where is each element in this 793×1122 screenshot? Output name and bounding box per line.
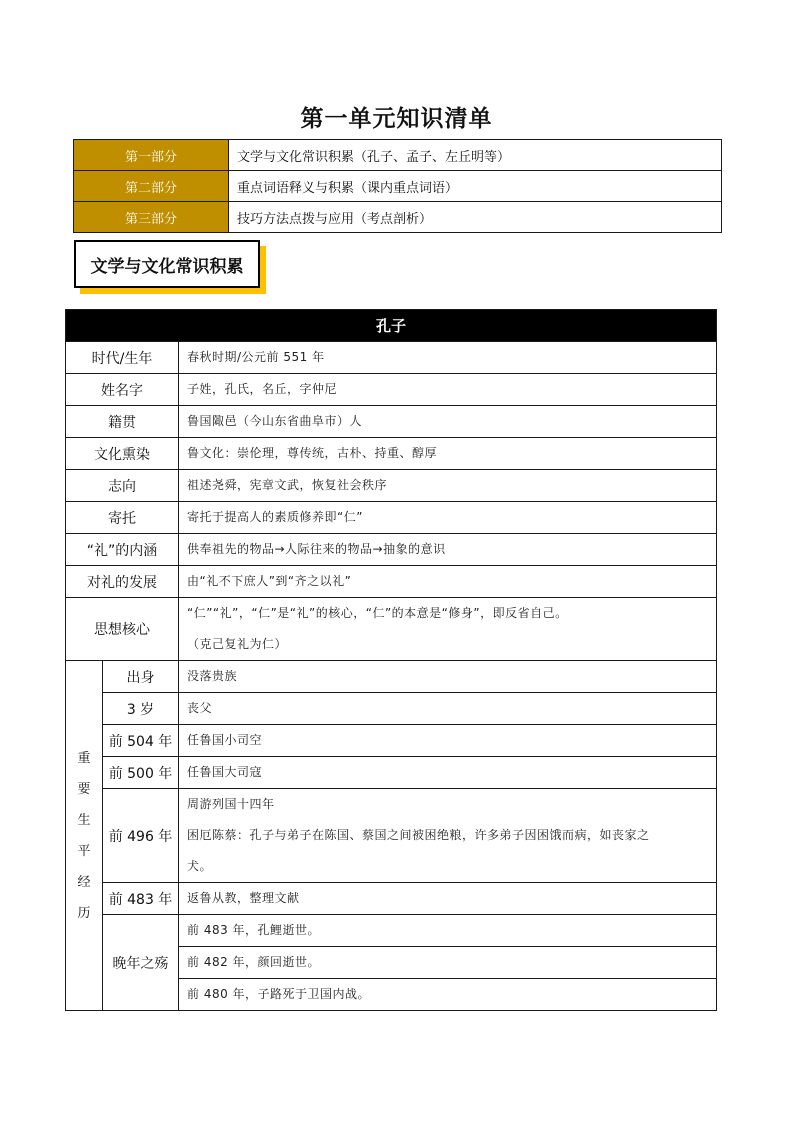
y496-line-2: 困厄陈蔡：孔子与弟子在陈国、蔡国之间被困绝粮，许多弟子因困饿而病，如丧家之: [187, 828, 650, 842]
row-value: 祖述尧舜，宪章文武，恢复社会秩序: [179, 470, 717, 502]
life-value: 任鲁国大司寇: [179, 757, 717, 789]
page-title: 第一单元知识清单: [300, 105, 493, 132]
late-item: 前 482 年，颜回逝世。: [179, 947, 717, 979]
toc-row: [74, 202, 722, 233]
toc-part: 第二部分: [74, 171, 229, 202]
table-header-row: [66, 310, 717, 342]
toc-desc: 技巧方法点拨与应用（考点剖析）: [229, 202, 722, 233]
table-row: [66, 757, 717, 789]
life-label-char: 要: [77, 781, 91, 797]
row-label: 姓名字: [66, 374, 179, 406]
row-value: 由“礼不下庶人”到“齐之以礼”: [179, 566, 717, 598]
life-label-char: 平: [77, 843, 91, 859]
life-value: [179, 789, 717, 883]
life-section-label: [66, 661, 103, 1011]
section-heading: 文学与文化常识积累: [74, 240, 260, 288]
y496-line-3: 犬。: [187, 859, 213, 873]
life-label: 前 504 年: [103, 725, 179, 757]
table-row: [66, 406, 717, 438]
life-label: 前 496 年: [103, 789, 179, 883]
row-value: [179, 598, 717, 661]
row-label: “礼”的内涵: [66, 534, 179, 566]
row-label: 思想核心: [66, 598, 179, 661]
toc-part: 第三部分: [74, 202, 229, 233]
row-label: 文化熏染: [66, 438, 179, 470]
y496-line-1: 周游列国十四年: [187, 797, 275, 811]
life-value: 丧父: [179, 693, 717, 725]
core-line-2: （克己复礼为仁）: [187, 637, 288, 651]
toc-part: 第一部分: [74, 140, 229, 171]
table-row: [66, 342, 717, 374]
table-row-core: [66, 598, 717, 661]
life-label-char: 生: [77, 812, 91, 828]
row-value: 寄托于提高人的素质修养即“仁”: [179, 502, 717, 534]
table-row: [66, 725, 717, 757]
table-row: [66, 470, 717, 502]
confucius-table: [65, 309, 717, 1011]
late-item: 前 483 年，孔鲤逝世。: [179, 915, 717, 947]
late-item: 前 480 年，子路死于卫国内战。: [179, 979, 717, 1011]
life-label-char: 历: [77, 905, 91, 921]
table-row: [66, 438, 717, 470]
row-value: 供奉祖先的物品→人际往来的物品→抽象的意识: [179, 534, 717, 566]
table-row: [66, 661, 717, 693]
row-label: 对礼的发展: [66, 566, 179, 598]
row-value: 鲁国陬邑（今山东省曲阜市）人: [179, 406, 717, 438]
toc-desc: 重点词语释义与积累（课内重点词语）: [229, 171, 722, 202]
life-label: 前 483 年: [103, 883, 179, 915]
table-row: [66, 789, 717, 883]
toc-row: [74, 171, 722, 202]
life-label-char: 重: [77, 750, 91, 766]
row-label: 籍贯: [66, 406, 179, 438]
table-row: [66, 883, 717, 915]
row-value: 子姓，孔氏，名丘，字仲尼: [179, 374, 717, 406]
life-value: 任鲁国小司空: [179, 725, 717, 757]
toc-row: [74, 140, 722, 171]
table-header: 孔子: [66, 310, 717, 342]
life-label: 3 岁: [103, 693, 179, 725]
row-value: 春秋时期/公元前 551 年: [179, 342, 717, 374]
row-label: 时代/生年: [66, 342, 179, 374]
life-value: 返鲁从教，整理文献: [179, 883, 717, 915]
row-label: 志向: [66, 470, 179, 502]
table-row: [66, 915, 717, 947]
row-label: 寄托: [66, 502, 179, 534]
table-row: [66, 374, 717, 406]
life-label: 前 500 年: [103, 757, 179, 789]
core-line-1: “仁”“礼”，“仁”是“礼”的核心，“仁”的本意是“修身”，即反省自己。: [187, 606, 568, 620]
table-row: [66, 566, 717, 598]
table-row: [66, 693, 717, 725]
table-row: [66, 534, 717, 566]
life-label: 晚年之殇: [103, 915, 179, 1011]
life-label: 出身: [103, 661, 179, 693]
row-value: 鲁文化：崇伦理，尊传统，古朴、持重、醇厚: [179, 438, 717, 470]
life-value: 没落贵族: [179, 661, 717, 693]
life-label-char: 经: [77, 874, 91, 890]
toc-table: [73, 139, 722, 233]
toc-desc: 文学与文化常识积累（孔子、孟子、左丘明等）: [229, 140, 722, 171]
table-row: [66, 502, 717, 534]
